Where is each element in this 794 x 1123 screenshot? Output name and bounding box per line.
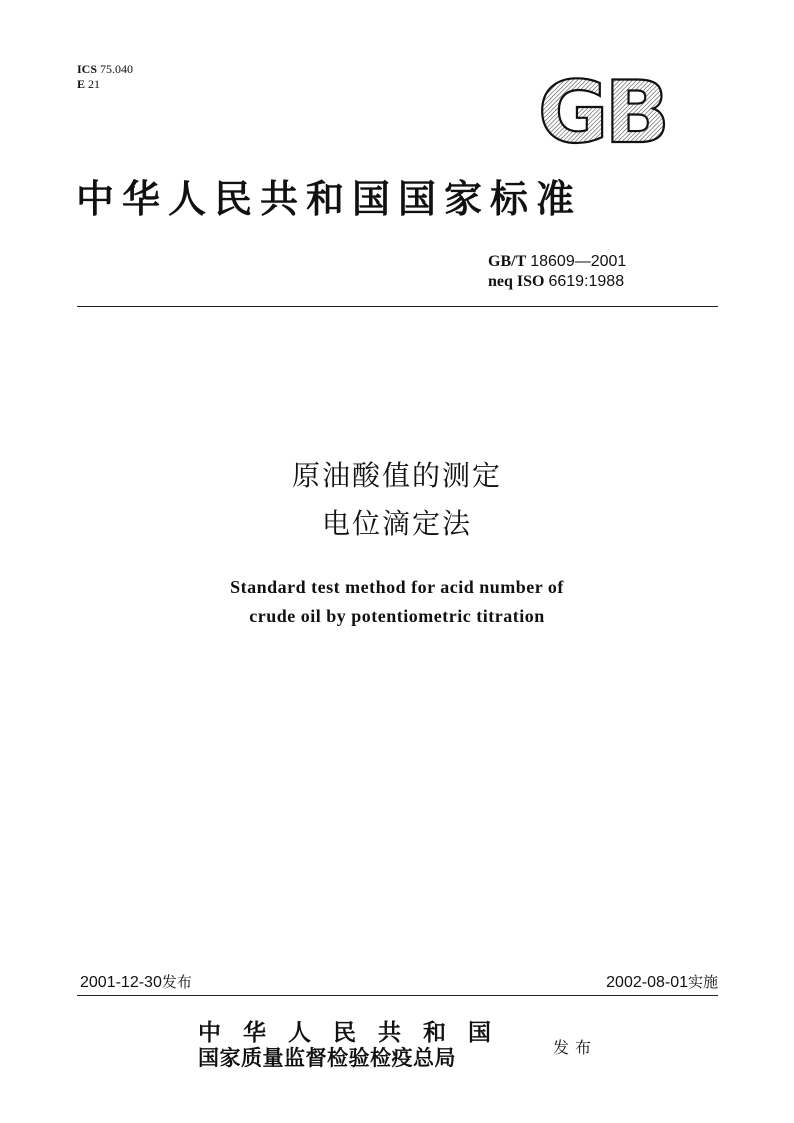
issuer-line2: 国家质量监督检验检疫总局 [198, 1045, 456, 1070]
title-cn-line2: 电位滴定法 [321, 507, 472, 540]
equivalent-prefix: neq ISO [488, 273, 545, 290]
gb-logo [530, 72, 675, 148]
gb-logo-text: GB [537, 72, 667, 148]
header-divider [77, 306, 718, 307]
ics-label: ICS [77, 62, 98, 76]
title-en-line1: Standard test method for acid number of [230, 577, 564, 597]
standard-code: 18609—2001 [530, 253, 627, 270]
implement-label: 实施 [687, 973, 718, 991]
title-en-line2: crude oil by potentiometric titration [249, 606, 545, 626]
issue-label: 发布 [161, 973, 192, 991]
standard-number-block [488, 252, 718, 292]
equivalent-code: 6619:1988 [548, 273, 625, 290]
e-code [77, 77, 133, 92]
implement-date: 2002-08-01 [606, 974, 688, 991]
implement-date-block [606, 971, 718, 994]
e-value: 21 [88, 77, 101, 91]
ics-value: 75.040 [100, 62, 134, 76]
issue-date: 2001-12-30 [80, 974, 162, 991]
issue-date-block [80, 971, 192, 994]
publish-label: 发布 [553, 1038, 598, 1057]
standard-prefix: GB/T [488, 253, 527, 270]
standard-number [488, 252, 718, 272]
footer-divider [77, 995, 718, 996]
country-standard-title: 中华人民共和国国家标准 [76, 177, 583, 221]
classification-codes [77, 62, 133, 92]
issuer-line1: 中华人民共和国 [198, 1019, 513, 1046]
equivalent-standard [488, 272, 718, 292]
e-label: E [77, 77, 86, 91]
title-cn-line1: 原油酸值的测定 [291, 459, 502, 492]
ics-code [77, 62, 133, 77]
